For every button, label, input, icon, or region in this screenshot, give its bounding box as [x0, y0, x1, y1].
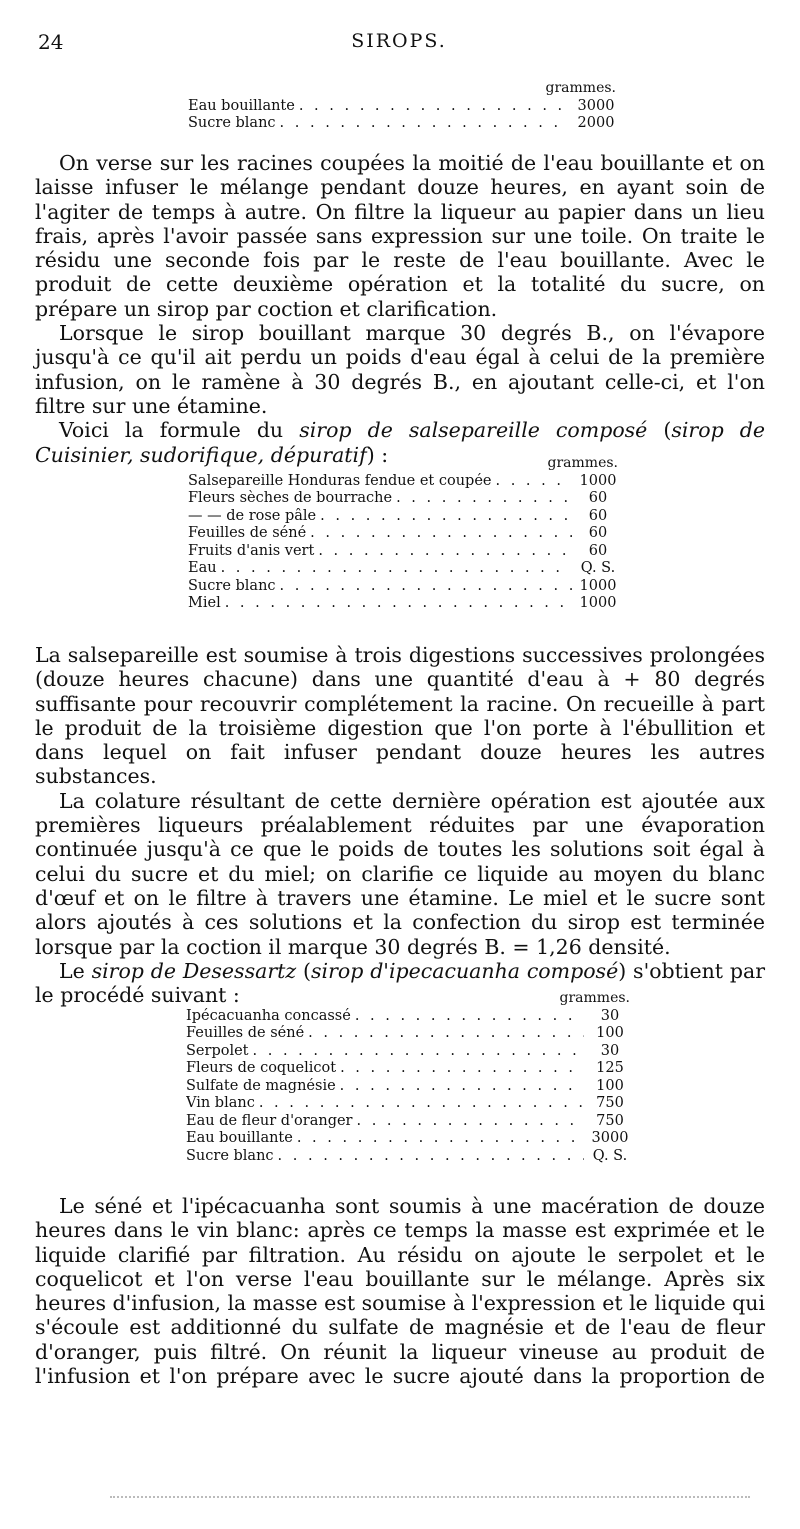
- running-title: SIROPS.: [351, 30, 447, 52]
- leader-dots: [355, 1008, 584, 1026]
- paragraph: La colature résultant de cette dernière opération est ajoutée aux premières liqueurs préalablement réduites par une évaporation continuée jusqu'à ce que le poids de toutes les solutions soit égal à celui du sucre et du miel; on clarifie ce liquide au moyen du blanc d'œuf et on le filtre à travers une étamine. Le miel et le sucre sont alors ajoutés à ces solutions et la confection du sirop est terminée lorsque par la coction il marque 30 degrés B. = 1,26 densité.: [35, 788, 765, 959]
- table-row: [188, 560, 620, 578]
- ingredient-name: Feuilles de séné: [188, 525, 307, 541]
- ingredient-name: Sulfate de magnésie: [186, 1077, 336, 1094]
- leader-dots: [221, 560, 572, 578]
- ingredient-name: Salsepareille Honduras fendue et coupée: [188, 472, 492, 489]
- ingredient-name: Sucre blanc: [188, 115, 276, 131]
- table-row: [188, 115, 618, 133]
- syrup-alt-name: sirop d'ipecacuanha composé: [311, 958, 619, 983]
- table-row: [188, 473, 620, 491]
- ingredient-qty: 60: [588, 542, 608, 559]
- ingredient-name: Eau de fleur d'oranger: [186, 1112, 353, 1129]
- ingredient-qty: 30: [600, 1042, 620, 1059]
- leader-dots: [318, 543, 572, 561]
- body-text-1: [35, 151, 765, 467]
- leader-dots: [496, 473, 573, 491]
- ingredient-name: Serpolet: [186, 1042, 249, 1059]
- table-row: [186, 1113, 632, 1131]
- leader-dots: [280, 115, 570, 133]
- syrup-name: sirop de Desessartz: [91, 958, 297, 983]
- ingredient-name: Feuilles de séné: [186, 1025, 305, 1041]
- ingredient-name: Fruits d'anis vert: [188, 542, 315, 559]
- leader-dots: [340, 1060, 584, 1078]
- ingredient-name: — — de rose pâle: [188, 507, 317, 524]
- ingredient-qty: 750: [596, 1095, 624, 1111]
- paragraph: On verse sur les racines coupées la moitié de l'eau bouillante et on laisse infuser le mélange pendant douze heures, en ayant soin de l'agiter de temps à autre. On filtre la liqueur au papier dans un lieu frais, après l'avoir passée sans expression sur une toile. On traite le résidu une seconde fois par le reste de l'eau bouillante. Avec le produit de cette deuxième opération et la totalité du sucre, on prépare un sirop par coction et clarification.: [35, 151, 765, 321]
- table-row: [186, 1025, 632, 1043]
- ingredient-name: Sucre blanc: [188, 577, 276, 594]
- syrup-name: sirop de salsepareille composé: [299, 418, 648, 443]
- table-row: [188, 508, 620, 526]
- ingredient-qty: 60: [588, 525, 608, 541]
- ingredient-qty: 125: [596, 1060, 624, 1076]
- page-number: 24: [38, 30, 64, 54]
- table-row: [188, 98, 618, 116]
- leader-dots: [340, 1078, 584, 1096]
- ingredient-name: Vin blanc: [186, 1095, 255, 1111]
- ingredient-qty: 3000: [577, 97, 615, 114]
- table-row: [188, 578, 620, 596]
- table-row: [186, 1060, 632, 1078]
- paragraph: La salsepareille est soumise à trois digestions successives prolongées (douze heures chacune) dans une quantité d'eau à + 80 degrés suffisante pour recouvrir complétement la racine. On recueille à part le produit de la troisième digestion que l'on porte à l'ébullition et dans lequel on fait infuser pendant douze heures les autres substances.: [35, 643, 765, 789]
- leader-dots: [320, 508, 572, 526]
- ingredient-qty: Q. S.: [592, 1147, 628, 1164]
- formula-intro: Voici la formule du sirop de salsepareille composé (sirop de Cuisinier, sudorifique, dépuratif) :: [35, 418, 765, 467]
- unit-label: grammes.: [547, 455, 618, 471]
- ingredient-name: Fleurs sèches de bourrache: [188, 490, 393, 506]
- ingredient-name: Fleurs de coquelicot: [186, 1060, 337, 1076]
- ingredient-name: Miel: [188, 595, 221, 611]
- ingredient-name: Eau: [188, 560, 217, 576]
- ingredient-qty: 30: [600, 1007, 620, 1024]
- desessartz-intro: Le sirop de Desessartz (sirop d'ipecacuanha composé) s'obtient par le procédé suivant :: [35, 958, 766, 1008]
- ingredient-qty: 60: [588, 490, 608, 506]
- body-text-2: [35, 643, 765, 1007]
- ingredient-qty: 2000: [577, 115, 615, 131]
- paragraph: Le séné et l'ipécacuanha sont soumis à une macération de douze heures dans le vin blanc: après ce temps la masse est exprimée et le liquide clarifié par filtration. Au résidu on ajoute le serpolet et le coquelicot et l'on verse l'eau bouillante sur le mélange. Après six heures d'infusion, la masse est soumise à l'expression et le liquide qui s'écoule est additionné du sulfate de magnésie et de l'eau de fleur d'oranger, puis filtré. On réunit la liqueur vineuse au produit de l'infusion et l'on prépare avec le sucre ajouté dans la proportion de: [35, 1194, 765, 1389]
- syrup-alt-names: sirop de Cuisinier, sudorifique, dépuratif: [35, 418, 765, 467]
- table-row: [186, 1078, 632, 1096]
- ingredient-qty: 60: [588, 507, 608, 524]
- ingredients-table-1: [188, 80, 618, 133]
- leader-dots: [225, 595, 572, 613]
- paragraph: Lorsque le sirop bouillant marque 30 degrés B., on l'évapore jusqu'à ce qu'il ait perdu un poids d'eau égal à celui de la première infusion, on le ramène à 30 degrés B., en ajoutant celle-ci, et l'on filtre sur une étamine.: [35, 321, 765, 418]
- leader-dots: [259, 1095, 584, 1113]
- unit-label: grammes.: [545, 80, 616, 96]
- table-row: [186, 1008, 632, 1026]
- ingredient-qty: Q. S.: [580, 560, 616, 576]
- table-row: [186, 1130, 632, 1148]
- leader-dots: [308, 1025, 584, 1043]
- ingredient-qty: 100: [596, 1077, 624, 1094]
- leader-dots: [310, 525, 572, 543]
- table-row: [188, 595, 620, 613]
- ingredient-qty: 750: [596, 1112, 624, 1129]
- table-row: [186, 1148, 632, 1166]
- leader-dots: [253, 1043, 584, 1061]
- table-row: [186, 1043, 632, 1061]
- table-row: [188, 525, 620, 543]
- ingredient-qty: 3000: [591, 1130, 629, 1146]
- body-text-3: [35, 1194, 765, 1388]
- leader-dots: [396, 490, 572, 508]
- footer-rule: [110, 1496, 750, 1498]
- ingredient-name: Ipécacuanha concassé: [186, 1007, 351, 1024]
- table-row: [188, 490, 620, 508]
- ingredient-name: Eau bouillante: [186, 1130, 293, 1146]
- table-row: [188, 543, 620, 561]
- ingredients-table-2: [188, 455, 620, 613]
- leader-dots: [299, 98, 570, 116]
- ingredients-table-3: [186, 990, 632, 1165]
- ingredient-name: Sucre blanc: [186, 1147, 274, 1164]
- ingredient-qty: 1000: [579, 472, 617, 489]
- leader-dots: [280, 578, 572, 596]
- leader-dots: [357, 1113, 585, 1131]
- leader-dots: [278, 1148, 584, 1166]
- ingredient-qty: 1000: [579, 577, 617, 594]
- leader-dots: [297, 1130, 584, 1148]
- ingredient-qty: 1000: [579, 595, 617, 611]
- ingredient-qty: 100: [596, 1025, 624, 1041]
- ingredient-name: Eau bouillante: [188, 97, 295, 114]
- page-header: [38, 30, 760, 56]
- unit-label: grammes.: [559, 990, 630, 1006]
- table-row: [186, 1095, 632, 1113]
